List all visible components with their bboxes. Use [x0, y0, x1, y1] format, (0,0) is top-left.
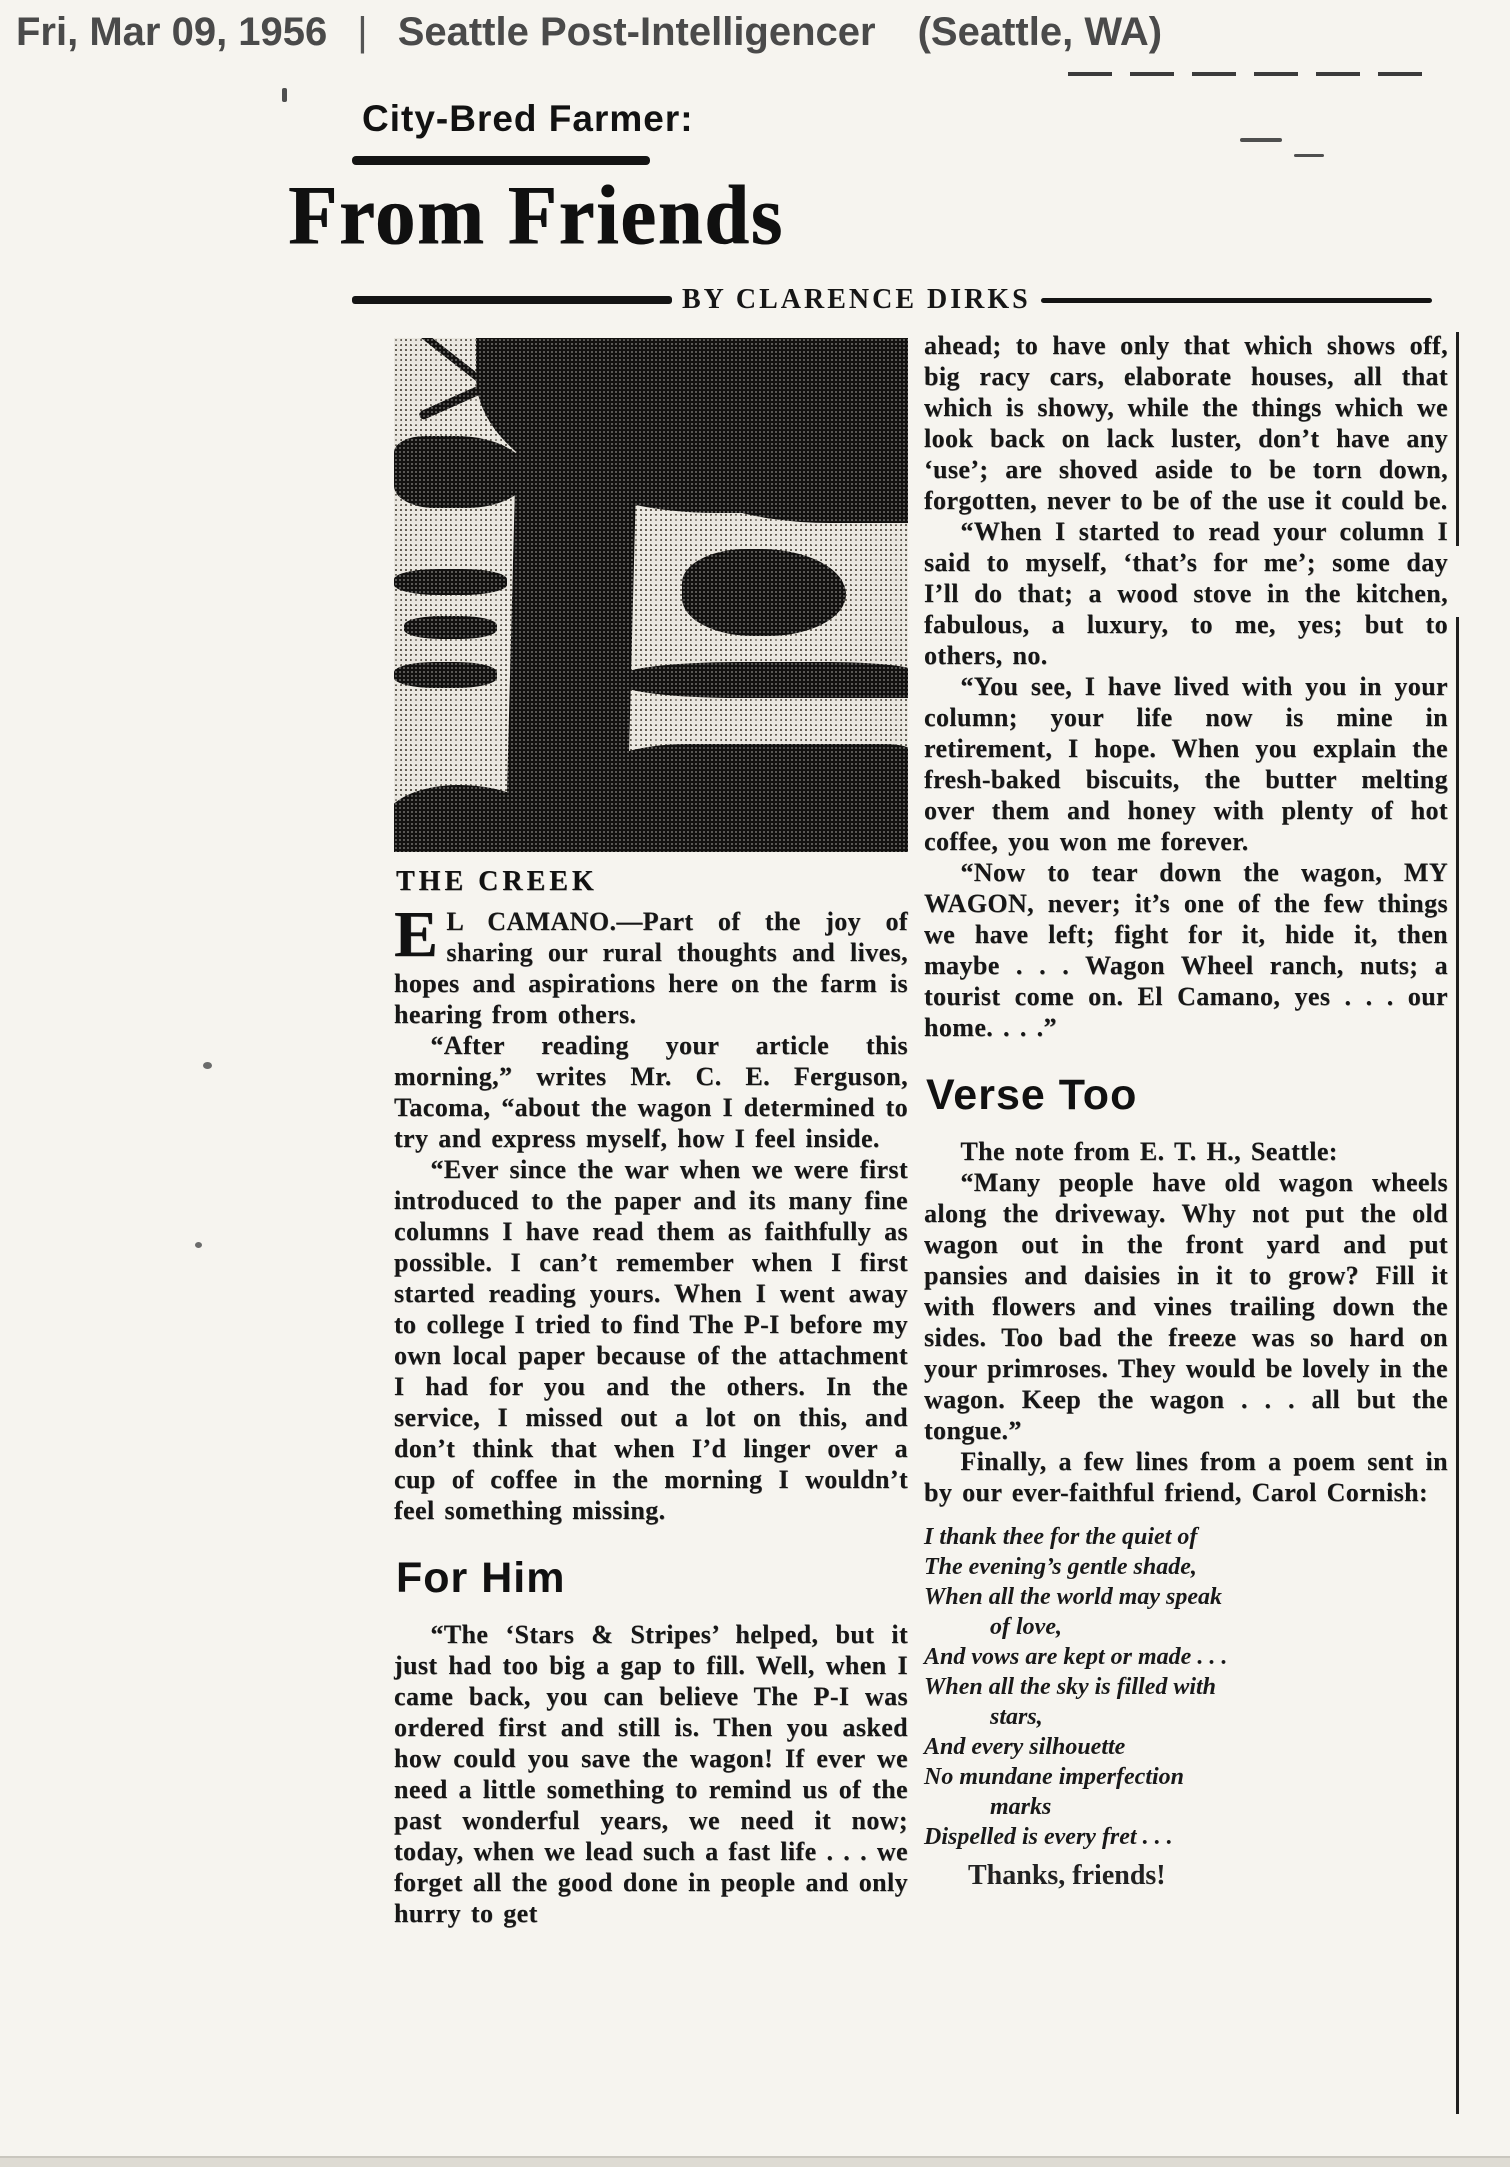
- header-underline-dashes: [1068, 72, 1434, 76]
- column-divider-rule: [1456, 332, 1459, 2114]
- header-separator: |: [357, 10, 368, 54]
- creek-photo: [394, 338, 908, 852]
- paragraph: Finally, a few lines from a poem sent in by our ever-faithful friend, Carol Cornish:: [924, 1447, 1448, 1507]
- poem-line: of love,: [990, 1614, 1062, 1640]
- photo-caption: THE CREEK: [396, 866, 598, 897]
- scan-speck: [203, 1062, 212, 1069]
- poem-line: marks: [990, 1794, 1052, 1820]
- byline-row: [352, 284, 1432, 316]
- poem-line: I thank thee for the quiet of: [924, 1524, 1198, 1550]
- stray-dash-mark: [1240, 138, 1282, 142]
- paragraph: “When I started to read your column I said to myself, ‘that’s for me’; some day I’ll do that; a wood stove in the kitchen, fabulous, a luxury, to me, yes; but to others, no.: [924, 517, 1448, 670]
- photo-creek-streak: [620, 662, 908, 698]
- kicker-underline: [352, 156, 650, 165]
- photo-dark-foreground: [589, 744, 908, 852]
- poem: [924, 1522, 1448, 1852]
- publication-location: (Seattle, WA): [917, 10, 1163, 54]
- poem-line: And every silhouette: [924, 1734, 1126, 1760]
- stray-dash-mark: [1294, 154, 1324, 157]
- poem-line: And vows are kept or made . . .: [924, 1644, 1228, 1670]
- section-heading-verse-too: Verse Too: [926, 1071, 1138, 1119]
- paragraph: The note from E. T. H., Seattle:: [960, 1137, 1338, 1166]
- byline-rule-left: [352, 296, 672, 304]
- headline: From Friends: [288, 169, 784, 263]
- closing-line: Thanks, friends!: [968, 1860, 1166, 1891]
- scan-bottom-edge: [0, 2156, 1510, 2167]
- poem-line: When all the sky is filled with: [924, 1674, 1217, 1700]
- paragraph: “Now to tear down the wagon, MY WAGON, never; it’s one of the few things we have left; fight for it, hide it, then maybe . . . Wagon Wheel ranch, nuts; a tourist come on. El Camano, yes . . . our home. . . .”: [924, 858, 1448, 1042]
- scan-header: [16, 10, 1162, 55]
- stray-ink-mark: [282, 88, 287, 102]
- paragraph: “Many people have old wagon wheels along the driveway. Why not put the old wagon out in the front yard and put pansies and daisies in it to grow? Fill it with flowers and vines trailing down the sides. Too bad the freeze was so hard on your primroses. They would be lovely in the wagon. Keep the wagon . . . all but the tongue.”: [924, 1168, 1448, 1445]
- right-column: [924, 330, 1448, 1892]
- photo-dark-stump: [682, 549, 846, 636]
- poem-line: The evening’s gentle shade,: [924, 1554, 1197, 1580]
- lead-paragraph-text: L CAMANO.—Part of the joy of sharing our rural thoughts and lives, hopes and aspirations here on the farm is hearing from others.: [394, 907, 908, 1029]
- byline: BY CLARENCE DIRKS: [682, 284, 1031, 315]
- scan-speck: [195, 1242, 202, 1248]
- paragraph: ahead; to have only that which shows off, big racy cars, elaborate houses, all that which is showy, while the things which we look back on lack luster, don’t have any ‘use’; are shoved aside to be torn down, forgotten, never to be of the use it could be.: [924, 331, 1448, 515]
- drop-cap: E: [394, 898, 439, 971]
- poem-line: Dispelled is every fret . . .: [924, 1824, 1173, 1850]
- section-heading-for-him: For Him: [396, 1554, 566, 1602]
- paragraph: “The ‘Stars & Stripes’ helped, but it just had too big a gap to fill. Well, when I came back, you can believe The P-I was ordered first and still is. Then you asked how could you save the wagon! If ever we need a little something to remind us of the past wonderful years, we need it now; today, when we lead such a fast life . . . we forget all the good done in people and only hurry to get: [394, 1620, 908, 1928]
- lead-paragraph: [394, 898, 908, 1030]
- paragraph: “Ever since the war when we were first introduced to the paper and its many fine columns I have read them as faithfully as possible. I can’t remember when I first started reading yours. When I went away to college I tried to find The P-I before my own local paper because of the attachment I had for you and the others. In the service, I missed out a lot on this, and don’t think that when I’d linger over a cup of coffee in the morning I wouldn’t feel something missing.: [394, 1155, 908, 1525]
- photo-creek-streak: [394, 662, 497, 688]
- clipping-date: Fri, Mar 09, 1956: [16, 10, 328, 54]
- photo-creek-streak: [404, 616, 497, 639]
- paragraph: “After reading your article this morning,” writes Mr. C. E. Ferguson, Tacoma, “about the wagon I determined to try and express myself, how I feel inside.: [394, 1031, 908, 1153]
- poem-line: stars,: [990, 1704, 1043, 1730]
- photo-creek-streak: [394, 569, 507, 595]
- poem-line: When all the world may speak: [924, 1584, 1223, 1610]
- poem-line: No mundane imperfection: [924, 1764, 1185, 1790]
- paragraph: “You see, I have lived with you in your column; your life now is mine in retirement, I hope. When you explain the fresh-baked biscuits, the butter melting over them and honey with plenty of hot coffee, you won me forever.: [924, 672, 1448, 856]
- left-column: [394, 338, 908, 1929]
- publication-name: Seattle Post-Intelligencer: [397, 10, 876, 54]
- byline-rule-right: [1041, 298, 1432, 303]
- kicker: City-Bred Farmer:: [362, 98, 694, 139]
